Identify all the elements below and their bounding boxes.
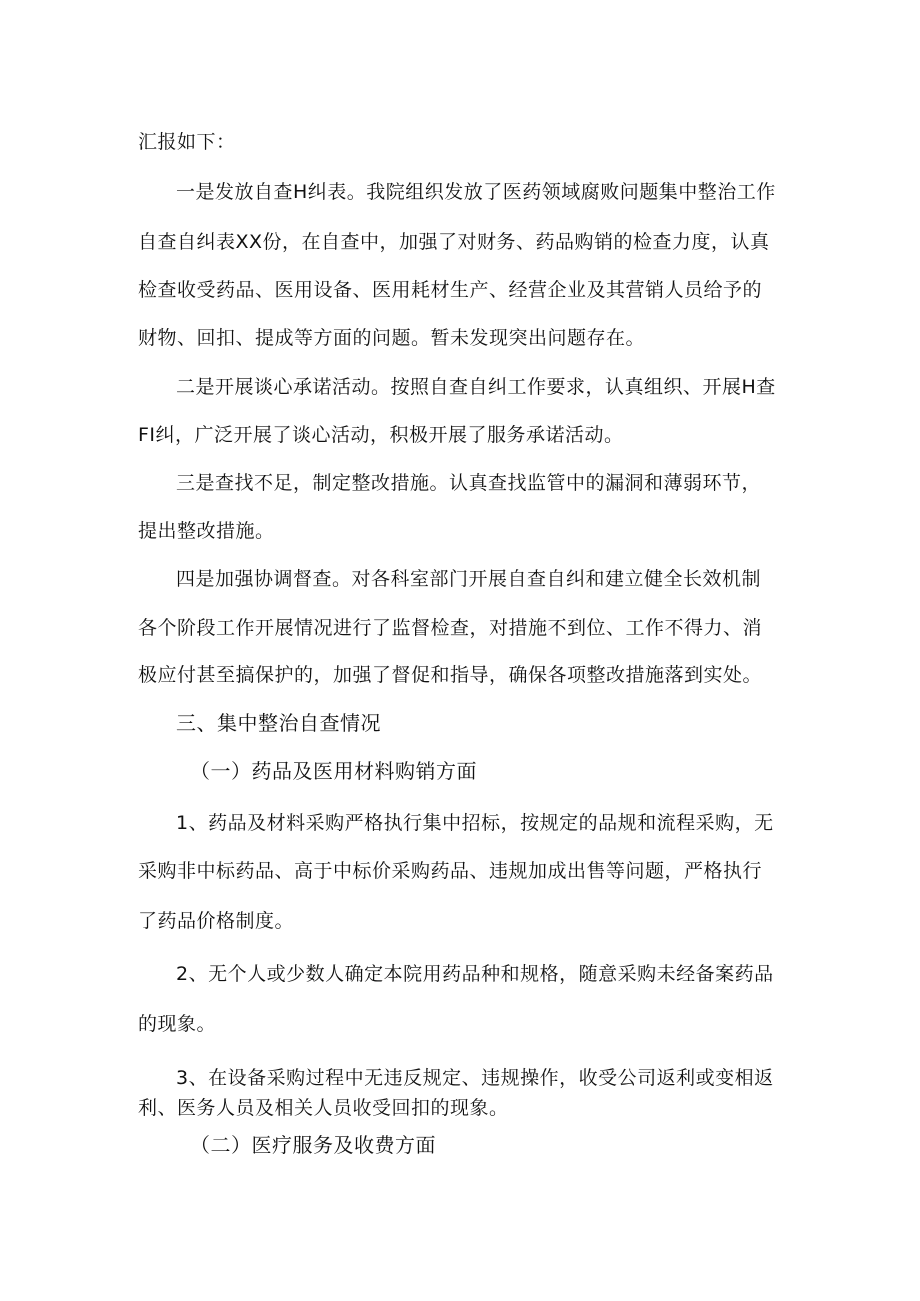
text-line-20: 3、在设备采购过程中无违反规定、违规操作，收受公司返利或变相返: [176, 1067, 774, 1089]
text-line-4: 检查收受药品、医用设备、医用耗材生产、经营企业及其营销人员给予的: [138, 279, 763, 301]
section-heading: 三、集中整治自查情况: [176, 713, 381, 735]
text-line-10: 四是加强协调督查。对各科室部门开展自查自纠和建立健全长效机制: [176, 568, 762, 590]
text-line-7: FI纠，广泛开展了谈心活动，积极开展了服务承诺活动。: [138, 424, 624, 446]
text-line-19: 的现象。: [138, 1013, 217, 1035]
text-line-17: 了药品价格制度。: [138, 910, 295, 932]
subsection-heading-2: （二）医疗服务及收费方面: [190, 1135, 436, 1157]
text-line-15: 1、药品及材料采购严格执行集中招标，按规定的品规和流程采购，无: [176, 812, 774, 834]
text-line-21: 利、医务人员及相关人员收受回扣的现象。: [138, 1097, 509, 1119]
text-line-16: 采购非中标药品、高于中标价采购药品、违规加成出售等问题，严格执行: [138, 860, 763, 882]
subsection-heading-1: （一）药品及医用材料购销方面: [190, 761, 477, 783]
text-line-2: 一是发放自查H纠表。我院组织发放了医药领域腐败问题集中整治工作: [176, 181, 776, 203]
text-line-12: 极应付甚至搞保护的，加强了督促和指导，确保各项整改措施落到实处。: [138, 664, 763, 686]
text-line-18: 2、无个人或少数人确定本院用药品种和规格，随意采购未经备案药品: [176, 963, 774, 985]
text-line-9: 提出整改措施。: [138, 520, 275, 542]
text-line-3: 自查自纠表XX份，在自查中，加强了对财务、药品购销的检查力度，认真: [138, 231, 770, 253]
text-line-6: 二是开展谈心承诺活动。按照自查自纠工作要求，认真组织、开展H查: [176, 376, 776, 398]
text-line-8: 三是查找不足，制定整改措施。认真查找监管中的漏洞和薄弱环节，: [176, 472, 762, 494]
text-line-1: 汇报如下：: [138, 131, 236, 153]
text-line-5: 财物、回扣、提成等方面的问题。暂未发现突出问题存在。: [138, 327, 646, 349]
text-line-11: 各个阶段工作开展情况进行了监督检查，对措施不到位、工作不得力、消: [138, 617, 763, 639]
